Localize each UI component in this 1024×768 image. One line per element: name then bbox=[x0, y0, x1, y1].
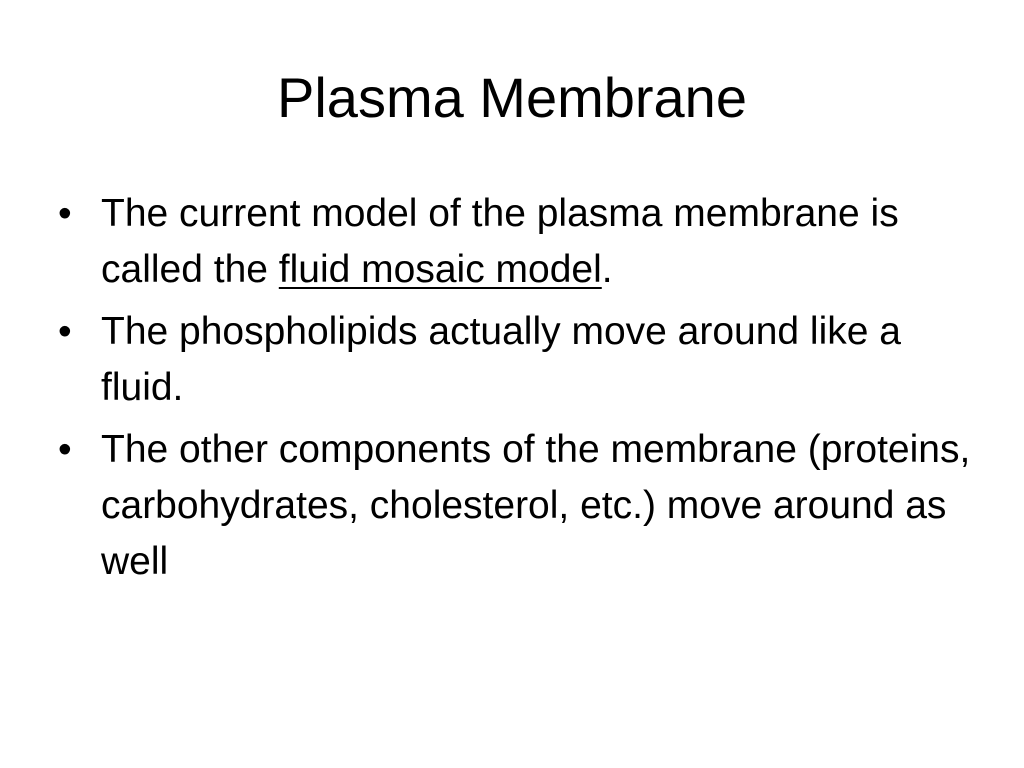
bullet-item-phospholipids bbox=[58, 304, 988, 416]
slide-title: Plasma Membrane bbox=[277, 66, 747, 129]
bullet-item-other-components bbox=[58, 422, 988, 590]
bullet-text: The phospholipids actually move around like a fluid. bbox=[101, 310, 901, 409]
bullet-text: The current model of the plasma membrane is called the bbox=[101, 192, 899, 291]
bullet-text: The other components of the membrane (proteins, carbohydrates, cholesterol, etc.) move around as well bbox=[101, 428, 971, 583]
bullet-icon: • bbox=[58, 192, 72, 235]
bullet-icon: • bbox=[58, 310, 72, 353]
bullet-list bbox=[58, 186, 988, 596]
bullet-text-end: . bbox=[601, 248, 613, 291]
underlined-term: fluid mosaic model bbox=[278, 248, 602, 291]
bullet-icon: • bbox=[58, 428, 72, 471]
bullet-item-fluid-mosaic bbox=[58, 186, 988, 298]
